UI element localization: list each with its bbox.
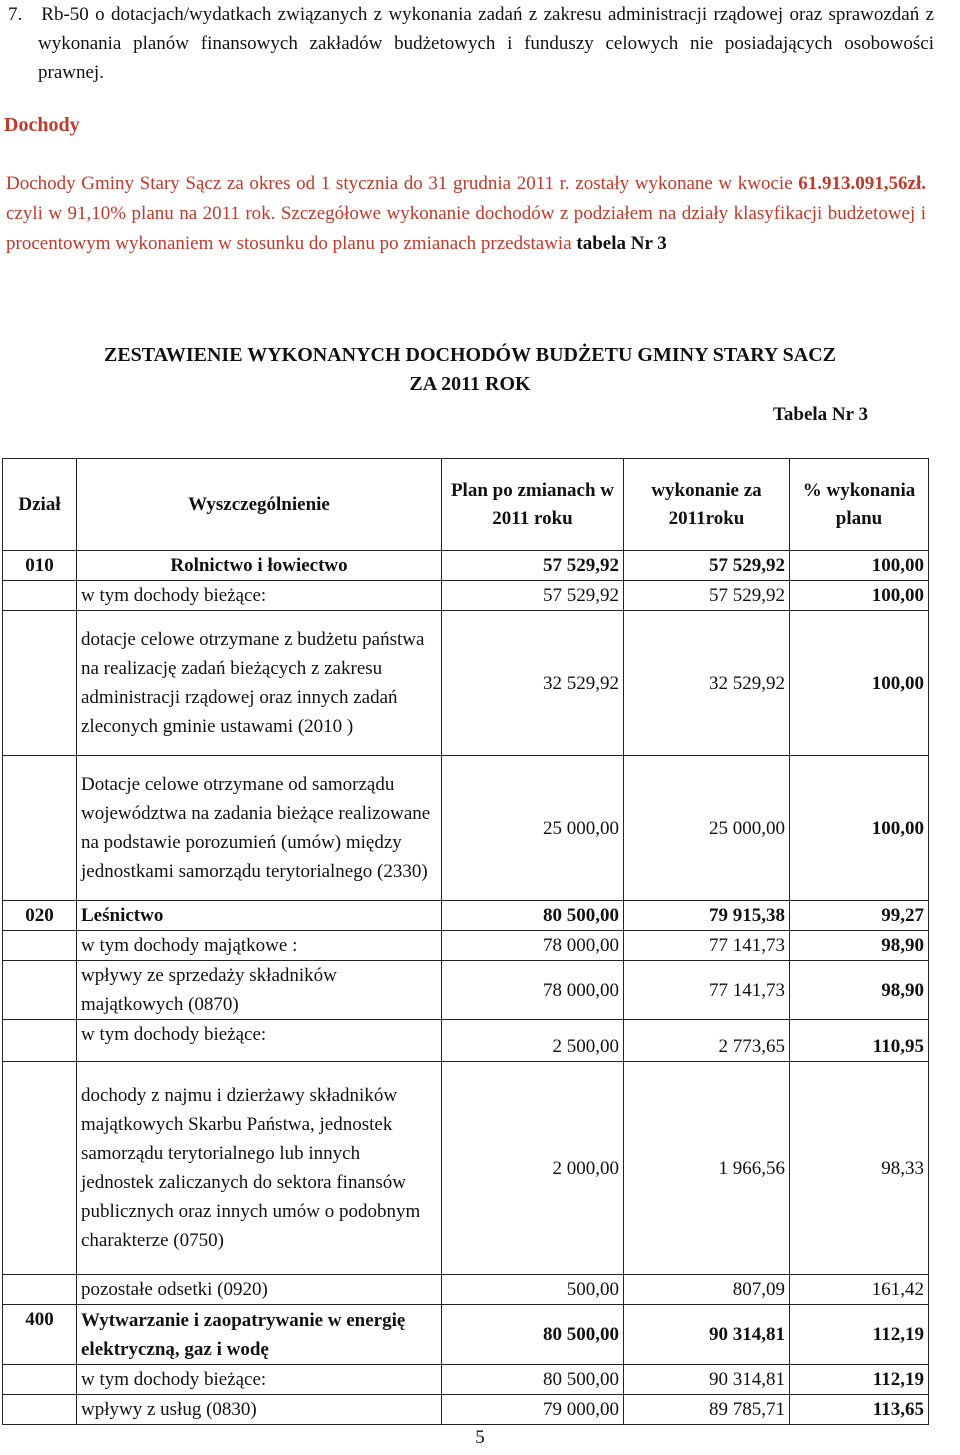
cell-procent: 113,65 — [790, 1395, 929, 1425]
header-dzial: Dział — [3, 459, 77, 551]
table-row — [3, 1305, 929, 1365]
cell-dzial: 010 — [3, 551, 77, 581]
cell-plan: 32 529,92 — [442, 611, 624, 756]
intro-number: 7. — [8, 4, 23, 25]
header-plan: Plan po zmianach w 2011 roku — [442, 459, 624, 551]
cell-wykonanie: 2 773,65 — [624, 1020, 790, 1062]
budget-table — [2, 458, 929, 1425]
cell-plan: 2 000,00 — [442, 1062, 624, 1275]
cell-plan: 78 000,00 — [442, 931, 624, 961]
cell-dzial — [3, 611, 77, 756]
tabela-label: Tabela Nr 3 — [772, 404, 868, 425]
table-row — [3, 961, 929, 1020]
cell-procent: 100,00 — [790, 551, 929, 581]
cell-opis: wpływy z usług (0830) — [77, 1395, 442, 1425]
cell-opis: Leśnictwo — [77, 901, 442, 931]
cell-wykonanie: 807,09 — [624, 1275, 790, 1305]
cell-plan: 80 500,00 — [442, 1365, 624, 1395]
cell-opis: Wytwarzanie i zaopatrywanie w energię elektryczną, gaz i wodę — [77, 1305, 442, 1365]
table-row — [3, 581, 929, 611]
cell-plan: 57 529,92 — [442, 581, 624, 611]
table-row — [3, 611, 929, 756]
table-row — [3, 931, 929, 961]
cell-wykonanie: 77 141,73 — [624, 931, 790, 961]
cell-dzial — [3, 1062, 77, 1275]
cell-procent: 161,42 — [790, 1275, 929, 1305]
cell-wykonanie: 57 529,92 — [624, 551, 790, 581]
table-row — [3, 1365, 929, 1395]
cell-wykonanie: 1 966,56 — [624, 1062, 790, 1275]
table-header-row — [3, 459, 929, 551]
section-title: Dochody — [4, 114, 80, 136]
cell-opis: Rolnictwo i łowiectwo — [77, 551, 442, 581]
cell-dzial — [3, 1395, 77, 1425]
paragraph-ref: tabela Nr 3 — [576, 233, 667, 254]
dochody-paragraph — [6, 169, 926, 259]
cell-plan: 78 000,00 — [442, 961, 624, 1020]
cell-dzial: 400 — [3, 1305, 77, 1365]
cell-procent: 110,95 — [790, 1020, 929, 1062]
table-row — [3, 551, 929, 581]
cell-plan: 25 000,00 — [442, 756, 624, 901]
cell-opis: Dotacje celowe otrzymane od samorządu województwa na zadania bieżące realizowane na podstawie porozumień (umów) między jednostkami samorządu terytorialnego (2330) — [77, 756, 442, 901]
cell-dzial — [3, 1275, 77, 1305]
cell-opis: w tym dochody bieżące: — [77, 1020, 442, 1062]
cell-opis: dotacje celowe otrzymane z budżetu państwa na realizację zadań bieżących z zakresu administracji rządowej oraz innych zadań zleconych gminie ustawami (2010 ) — [77, 611, 442, 756]
paragraph-part2: czyli w 91,10% planu na 2011 rok. Szczegółowe wykonanie dochodów z podziałem na działy klasyfikacji budżetowej i procentowym wykonaniem w stosunku do planu po zmianach przedstawia — [6, 203, 926, 254]
table-row — [3, 1395, 929, 1425]
cell-wykonanie: 89 785,71 — [624, 1395, 790, 1425]
cell-dzial — [3, 756, 77, 901]
cell-dzial — [3, 581, 77, 611]
header-wyszczegolnienie: Wyszczególnienie — [77, 459, 442, 551]
page-number: 5 — [475, 1427, 485, 1448]
cell-opis: w tym dochody bieżące: — [77, 581, 442, 611]
cell-procent: 100,00 — [790, 756, 929, 901]
cell-plan: 500,00 — [442, 1275, 624, 1305]
cell-wykonanie: 32 529,92 — [624, 611, 790, 756]
cell-plan: 57 529,92 — [442, 551, 624, 581]
cell-opis: pozostałe odsetki (0920) — [77, 1275, 442, 1305]
cell-plan: 2 500,00 — [442, 1020, 624, 1062]
table-row — [3, 901, 929, 931]
cell-wykonanie: 90 314,81 — [624, 1305, 790, 1365]
cell-wykonanie: 79 915,38 — [624, 901, 790, 931]
cell-dzial — [3, 1365, 77, 1395]
cell-wykonanie: 57 529,92 — [624, 581, 790, 611]
cell-opis: w tym dochody majątkowe : — [77, 931, 442, 961]
cell-dzial — [3, 931, 77, 961]
intro-item — [6, 0, 934, 87]
cell-opis: wpływy ze sprzedaży składników majątkowych (0870) — [77, 961, 442, 1020]
table-row — [3, 1062, 929, 1275]
cell-procent: 98,90 — [790, 931, 929, 961]
paragraph-amount: 61.913.091,56zł. — [798, 173, 926, 194]
cell-wykonanie: 25 000,00 — [624, 756, 790, 901]
cell-dzial — [3, 1020, 77, 1062]
paragraph-part1: Dochody Gminy Stary Sącz za okres od 1 stycznia do 31 grudnia 2011 r. zostały wykonane w kwocie — [6, 173, 799, 194]
cell-procent: 98,90 — [790, 961, 929, 1020]
cell-plan: 80 500,00 — [442, 901, 624, 931]
cell-dzial — [3, 961, 77, 1020]
table-title-line1: ZESTAWIENIE WYKONANYCH DOCHODÓW BUDŻETU GMINY STARY SACZ — [103, 344, 836, 366]
cell-procent: 100,00 — [790, 581, 929, 611]
cell-procent: 112,19 — [790, 1365, 929, 1395]
cell-procent: 99,27 — [790, 901, 929, 931]
cell-plan: 79 000,00 — [442, 1395, 624, 1425]
cell-procent: 98,33 — [790, 1062, 929, 1275]
cell-plan: 80 500,00 — [442, 1305, 624, 1365]
cell-procent: 100,00 — [790, 611, 929, 756]
cell-procent: 112,19 — [790, 1305, 929, 1365]
header-wykonanie: wykonanie za 2011roku — [624, 459, 790, 551]
cell-dzial: 020 — [3, 901, 77, 931]
cell-opis: dochody z najmu i dzierżawy składników majątkowych Skarbu Państwa, jednostek samorządu terytorialnego lub innych jednostek zaliczanych do sektora finansów publicznych oraz innych umów o podobnym charakterze (0750) — [77, 1062, 442, 1275]
table-row — [3, 1020, 929, 1062]
table-row — [3, 756, 929, 901]
header-procent: % wykonania planu — [790, 459, 929, 551]
table-title-line2: ZA 2011 ROK — [409, 373, 531, 395]
cell-wykonanie: 90 314,81 — [624, 1365, 790, 1395]
intro-text: Rb-50 o dotacjach/wydatkach związanych z wykonania zadań z zakresu administracji rządowej oraz sprawozdań z wykonania planów finansowych zakładów budżetowych i funduszy celowych nie posiadających osobowości prawnej. — [38, 4, 934, 83]
cell-wykonanie: 77 141,73 — [624, 961, 790, 1020]
table-row — [3, 1275, 929, 1305]
cell-opis: w tym dochody bieżące: — [77, 1365, 442, 1395]
